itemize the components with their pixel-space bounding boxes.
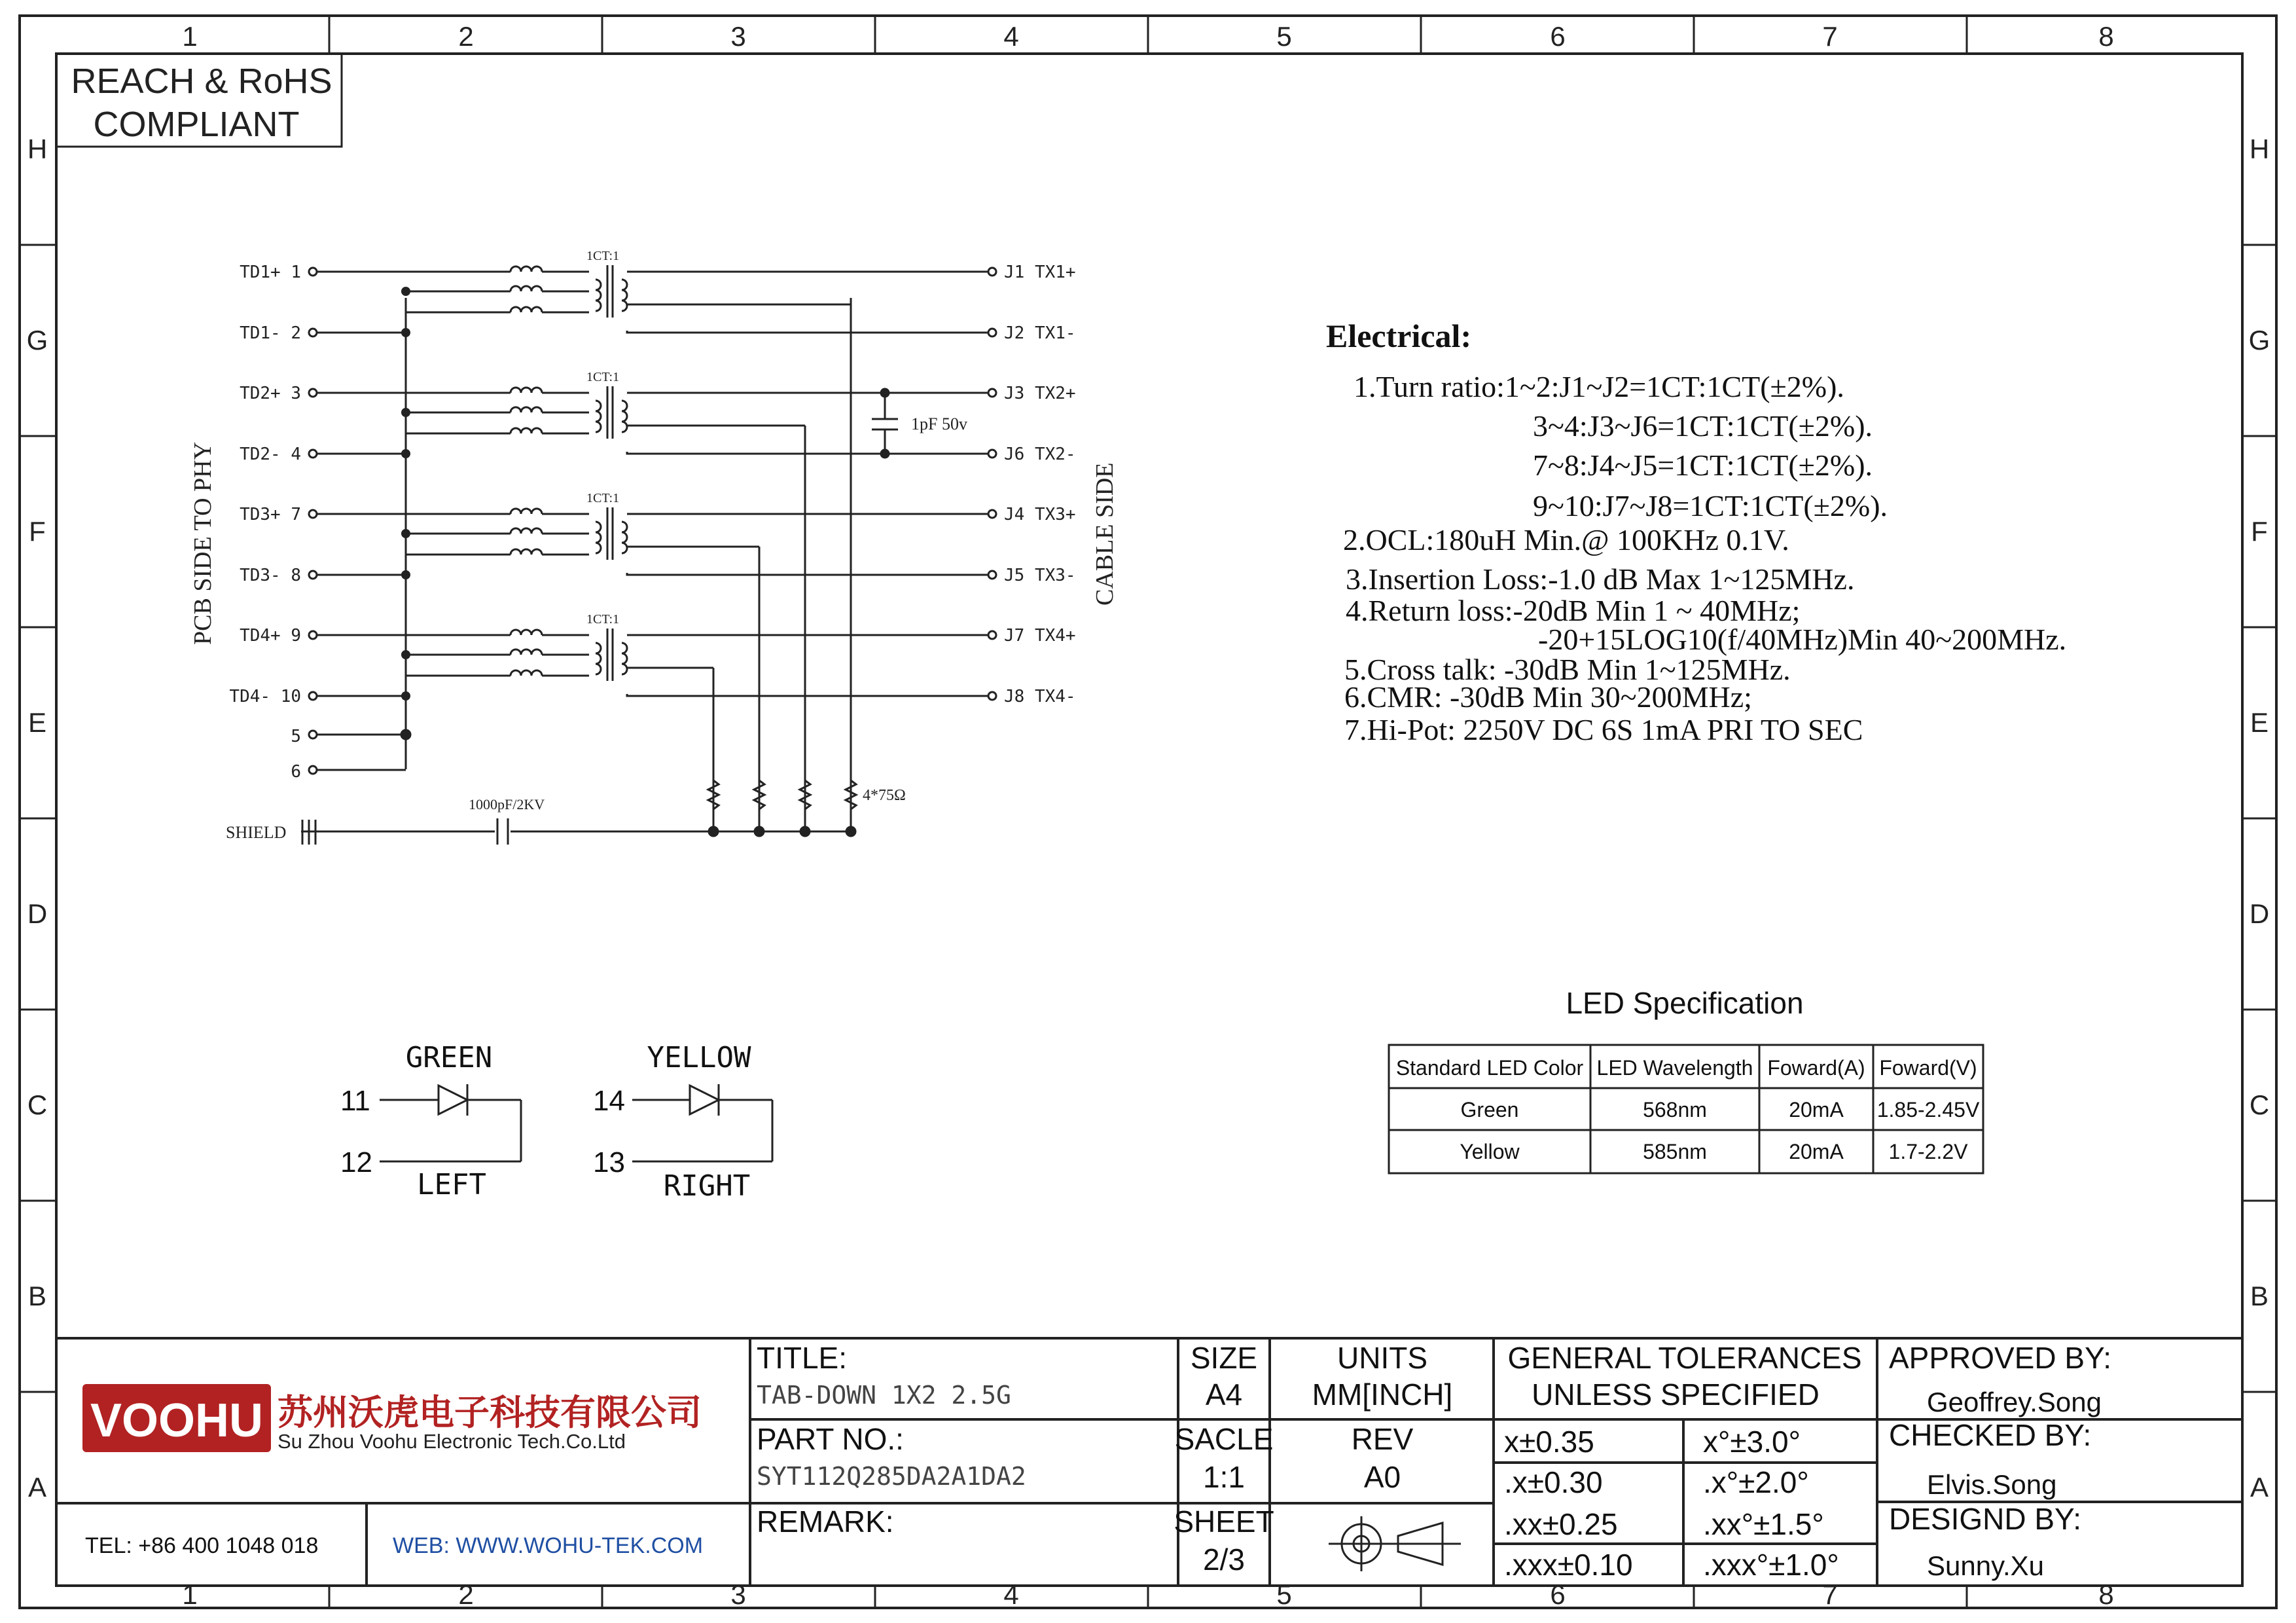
electrical-line: 5.Cross talk: -30dB Min 1~125MHz. [1344, 653, 1791, 686]
choke-coil [511, 407, 542, 412]
row-label: H [2249, 134, 2270, 164]
choke-coil [511, 649, 542, 655]
pin-terminal [988, 450, 996, 458]
company-name-cn: 苏州沃虎电子科技有限公司 [278, 1393, 702, 1432]
pin-terminal [309, 329, 317, 337]
junction-dot [401, 650, 410, 659]
right-pin-label: J1 TX1+ [1004, 263, 1076, 282]
led-spec-title: LED Specification [1566, 986, 1804, 1020]
electrical-line: -20+15LOG10(f/40MHz)Min 40~200MHz. [1538, 623, 2067, 656]
pin-terminal [988, 389, 996, 397]
left-pin-label: TD1+ 1 [240, 263, 301, 282]
pin-terminal [309, 631, 317, 639]
sheet-label: SHEET [1174, 1504, 1274, 1539]
row-label: F [2251, 516, 2268, 547]
electrical-heading: Electrical: [1326, 318, 1472, 354]
pin-terminal [988, 329, 996, 337]
transformer-secondary-coil [622, 280, 627, 311]
pin-terminal [988, 692, 996, 700]
transformer-primary-coil [596, 280, 601, 311]
left-pin-label: TD2+ 3 [240, 384, 301, 403]
col-label: 7 [1822, 1579, 1838, 1610]
scale-value: 1:1 [1203, 1460, 1245, 1494]
row-label: H [27, 134, 48, 164]
right-pin-label: J7 TX4+ [1004, 626, 1076, 646]
rev-label: REV [1351, 1422, 1414, 1456]
row-label: E [2250, 707, 2269, 738]
tolerance-title-1: GENERAL TOLERANCES [1507, 1341, 1862, 1375]
designed-value: Sunny.Xu [1927, 1550, 2045, 1581]
col-label: 8 [2098, 1579, 2114, 1610]
table-cell: 568nm [1643, 1098, 1707, 1122]
tolerance-cell: .xxx±0.10 [1504, 1548, 1633, 1582]
row-label: D [2249, 898, 2270, 929]
capacitor-label: 1pF 50v [911, 414, 967, 433]
choke-coil [511, 266, 542, 272]
col-label: 3 [730, 21, 746, 52]
green-led-name: GREEN [405, 1041, 493, 1074]
row-label: C [27, 1089, 48, 1120]
units-label: UNITS [1337, 1341, 1427, 1375]
electrical-line: 7~8:J4~J5=1CT:1CT(±2%). [1533, 448, 1873, 482]
right-pin-label: J4 TX3+ [1004, 505, 1076, 524]
transformer-primary-coil [596, 401, 601, 432]
electrical-line: 2.OCL:180uH Min.@ 100KHz 0.1V. [1343, 523, 1789, 556]
transformer-secondary-coil [622, 522, 627, 553]
part-label: PART NO.: [757, 1422, 904, 1456]
row-label: D [27, 898, 48, 929]
row-label: G [26, 325, 48, 356]
table-cell: 585nm [1643, 1140, 1707, 1163]
table-header: Standard LED Color [1395, 1056, 1584, 1080]
ratio-label: 1CT:1 [586, 491, 620, 505]
approved-label: APPROVED BY: [1889, 1341, 2112, 1375]
row-label: C [2249, 1089, 2270, 1120]
scale-label: SACLE [1174, 1422, 1274, 1456]
col-label: 6 [1550, 1579, 1566, 1610]
choke-coil [511, 509, 542, 514]
choke-coil [511, 670, 542, 676]
tel-text: TEL: +86 400 1048 018 [85, 1533, 319, 1558]
col-label: 2 [458, 21, 474, 52]
checked-value: Elvis.Song [1927, 1469, 2057, 1500]
junction-dot [401, 691, 410, 701]
pin-terminal [309, 510, 317, 518]
sheet-value: 2/3 [1203, 1542, 1245, 1577]
row-label: F [29, 516, 46, 547]
pin-terminal [988, 510, 996, 518]
size-label: SIZE [1190, 1341, 1258, 1375]
row-label: A [27, 1472, 47, 1503]
yellow-led-pin-b: 13 [593, 1146, 625, 1178]
shield-label: SHIELD [226, 823, 287, 842]
col-label: 7 [1822, 21, 1838, 52]
choke-coil [511, 286, 542, 291]
shield-cap-label: 1000pF/2KV [469, 796, 545, 812]
title-block-grid [56, 1338, 2242, 1586]
right-pin-label: J3 TX2+ [1004, 384, 1076, 403]
left-pin-label: TD1- 2 [240, 323, 301, 343]
col-label: 4 [1003, 21, 1019, 52]
yellow-led-position: RIGHT [663, 1169, 751, 1203]
right-pin-label: J8 TX4- [1004, 687, 1076, 706]
tolerance-title-2: UNLESS SPECIFIED [1532, 1377, 1820, 1412]
yellow-led-pin-a: 14 [593, 1085, 625, 1117]
col-label: 5 [1276, 21, 1292, 52]
transformer-primary-coil [596, 522, 601, 553]
electrical-line: 3~4:J3~J6=1CT:1CT(±2%). [1533, 409, 1873, 443]
col-label: 2 [458, 1579, 474, 1610]
secondary-wire [627, 694, 988, 696]
row-label: B [27, 1281, 47, 1311]
electrical-line: 6.CMR: -30dB Min 30~200MHz; [1344, 680, 1752, 714]
remark-label: REMARK: [757, 1504, 894, 1539]
row-label: B [2250, 1281, 2269, 1311]
projection-symbol-icon [1329, 1516, 1461, 1571]
green-led-pin-a: 11 [340, 1085, 370, 1117]
table-cell: Yellow [1460, 1140, 1520, 1163]
approved-value: Geoffrey.Song [1927, 1387, 2102, 1417]
transformer-primary-coil [596, 643, 601, 674]
choke-coil [511, 630, 542, 635]
title-label: TITLE: [757, 1341, 848, 1375]
electrical-line: 7.Hi-Pot: 2250V DC 6S 1mA PRI TO SEC [1344, 713, 1863, 746]
left-pin-label: TD2- 4 [240, 445, 301, 464]
pin-5-label: 5 [291, 727, 301, 746]
pcb-side-label: PCB SIDE TO PHY [189, 441, 217, 645]
junction-dot [401, 570, 410, 579]
secondary-wire [627, 452, 988, 454]
table-cell: 20mA [1789, 1098, 1844, 1122]
yellow-led-name: YELLOW [647, 1041, 751, 1074]
part-value: SYT112Q285DA2A1DA2 [757, 1462, 1026, 1491]
choke-coil [511, 528, 542, 534]
table-header: LED Wavelength [1596, 1056, 1753, 1080]
table-cell: 1.85-2.45V [1876, 1098, 1980, 1122]
table-header: Foward(V) [1879, 1056, 1977, 1080]
web-link[interactable]: WEB: WWW.WOHU-TEK.COM [393, 1533, 704, 1558]
electrical-line: 3.Insertion Loss:-1.0 dB Max 1~125MHz. [1346, 562, 1855, 596]
logo-text: VOOHU [90, 1395, 264, 1447]
table-cell: 20mA [1789, 1140, 1844, 1163]
tolerance-cell: .xx°±1.5° [1703, 1507, 1824, 1541]
col-label: 5 [1276, 1579, 1292, 1610]
transformer-secondary-coil [622, 643, 627, 674]
rev-value: A0 [1363, 1460, 1401, 1494]
ratio-label: 1CT:1 [586, 612, 620, 627]
table-header: Foward(A) [1767, 1056, 1865, 1080]
pin-terminal [309, 692, 317, 700]
col-label: 1 [182, 21, 198, 52]
right-pin-label: J6 TX2- [1004, 445, 1076, 464]
tolerance-cell: .x°±2.0° [1703, 1465, 1809, 1499]
pin-terminal [309, 389, 317, 397]
cable-side-label: CABLE SIDE [1091, 462, 1119, 606]
green-led-position: LEFT [417, 1168, 486, 1201]
pin-terminal [988, 631, 996, 639]
secondary-wire [627, 331, 988, 333]
junction-dot [401, 449, 410, 458]
green-led-pin-b: 12 [340, 1146, 372, 1178]
tolerance-cell: x±0.35 [1504, 1425, 1594, 1459]
choke-coil [511, 388, 542, 393]
table-cell: Green [1460, 1098, 1519, 1122]
termination-resistors [301, 773, 856, 836]
junction-dot [401, 287, 410, 296]
coupling-capacitor [872, 389, 898, 458]
row-label: G [2248, 325, 2270, 356]
pin-terminal [309, 450, 317, 458]
tolerance-cell: .x±0.30 [1504, 1465, 1603, 1499]
title-block-labels [757, 1341, 2111, 1582]
left-pin-label: TD3- 8 [240, 566, 301, 585]
pin-terminal [988, 268, 996, 276]
col-label: 6 [1550, 21, 1566, 52]
left-pin-label: TD3+ 7 [240, 505, 301, 524]
choke-coil [511, 307, 542, 312]
title-value: TAB-DOWN 1X2 2.5G [757, 1381, 1011, 1410]
designed-label: DESIGND BY: [1889, 1502, 2081, 1536]
electrical-line: 1.Turn ratio:1~2:J1~J2=1CT:1CT(±2%). [1354, 370, 1844, 403]
col-label: 8 [2098, 21, 2114, 52]
col-label: 1 [182, 1579, 198, 1610]
pin-6-label: 6 [291, 762, 301, 782]
checked-label: CHECKED BY: [1889, 1418, 2092, 1452]
led-spec-cells [1396, 1056, 1980, 1163]
extra-pins [309, 730, 410, 774]
size-value: A4 [1205, 1377, 1243, 1412]
pin-terminal [309, 268, 317, 276]
electrical-line: 4.Return loss:-20dB Min 1 ~ 40MHz; [1346, 594, 1801, 627]
compliance-line-2: COMPLIANT [93, 105, 300, 144]
tolerance-cell: .xxx°±1.0° [1703, 1548, 1839, 1582]
right-pin-label: J2 TX1- [1004, 323, 1076, 343]
choke-coil [511, 428, 542, 433]
electrical-line: 9~10:J7~J8=1CT:1CT(±2%). [1533, 489, 1888, 522]
company-name-en: Su Zhou Voohu Electronic Tech.Co.Ltd [278, 1430, 626, 1453]
col-label: 4 [1003, 1579, 1019, 1610]
pin-terminal [309, 571, 317, 579]
choke-coil [511, 549, 542, 555]
ratio-label: 1CT:1 [586, 249, 620, 263]
row-label: E [27, 707, 47, 738]
resistor-label: 4*75Ω [863, 787, 906, 804]
junction-dot [401, 328, 410, 337]
secondary-wire [627, 573, 988, 575]
electrical-spec [1326, 318, 2066, 746]
tolerance-cell: x°±3.0° [1703, 1425, 1801, 1459]
channel-group [229, 249, 1075, 706]
tolerance-cell: .xx±0.25 [1504, 1507, 1618, 1541]
junction-dot [401, 408, 410, 417]
transformer-schematic [189, 298, 1119, 831]
pin-terminal [988, 571, 996, 579]
row-label: A [2250, 1472, 2269, 1503]
junction-dot [401, 529, 410, 538]
units-value: MM[INCH] [1312, 1377, 1453, 1412]
ratio-label: 1CT:1 [586, 370, 620, 384]
compliance-line-1: REACH & RoHS [71, 62, 332, 101]
green-led-symbol [380, 1084, 521, 1161]
right-pin-label: J5 TX3- [1004, 566, 1076, 585]
left-pin-label: TD4- 10 [229, 687, 301, 706]
yellow-led-symbol [632, 1084, 772, 1161]
col-label: 3 [730, 1579, 746, 1610]
left-pin-label: TD4+ 9 [240, 626, 301, 646]
table-cell: 1.7-2.2V [1888, 1140, 1968, 1163]
transformer-secondary-coil [622, 401, 627, 432]
